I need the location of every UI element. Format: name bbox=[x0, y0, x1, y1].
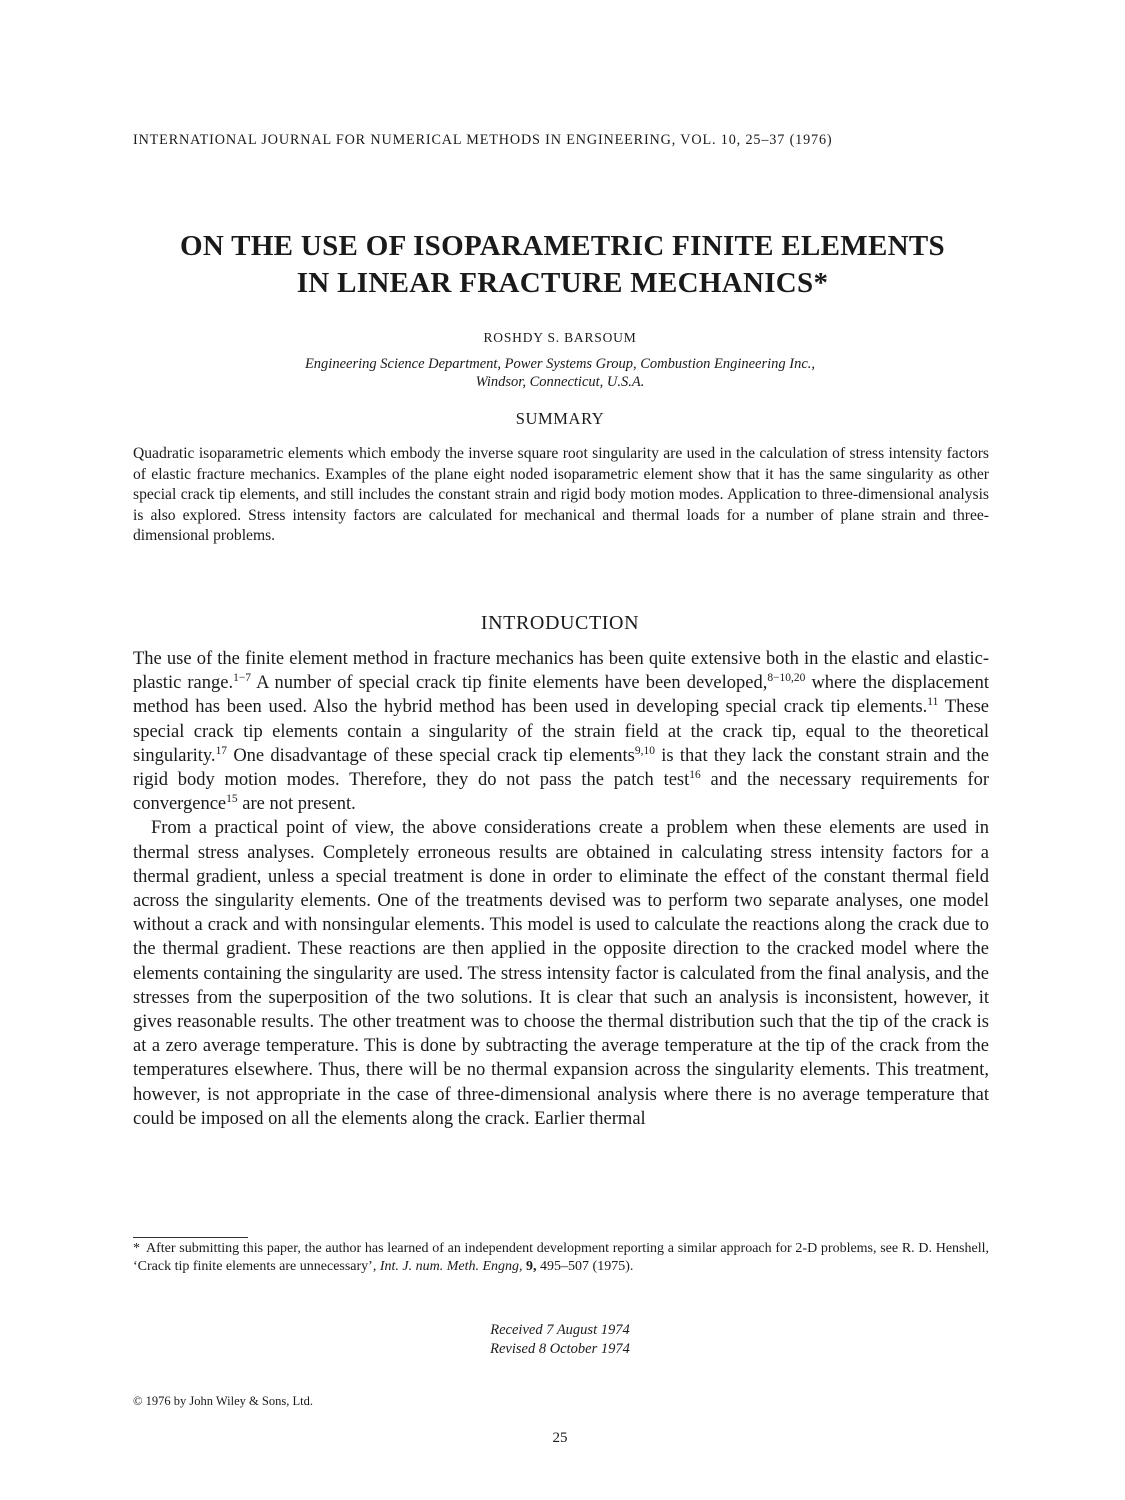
summary-heading: SUMMARY bbox=[515, 409, 605, 428]
reference-citation: 15 bbox=[226, 793, 238, 806]
journal-header: INTERNATIONAL JOURNAL FOR NUMERICAL METHODS IN ENGINEERING, VOL. 10, 25–37 (1976) bbox=[133, 132, 833, 148]
received-date: Received 7 August 1974 bbox=[490, 1322, 630, 1338]
text-span: A number of special crack tip finite elements have been developed, bbox=[251, 673, 768, 694]
reference-citation: 17 bbox=[215, 744, 228, 757]
affiliation-line-1: Engineering Science Department, Power Systems Group, Combustion Engineering Inc., bbox=[304, 356, 816, 372]
author-name: ROSHDY S. BARSOUM bbox=[483, 330, 637, 345]
text-span: One disadvantage of these special crack tip elements bbox=[227, 745, 635, 766]
text-span: where the displacement method has been used. Also the hybrid method has been used in developing special crack tip elements. bbox=[133, 673, 989, 718]
introduction-heading: INTRODUCTION bbox=[480, 612, 640, 634]
reference-citation: 9,10 bbox=[634, 744, 655, 757]
copyright-notice: © 1976 by John Wiley & Sons, Ltd. bbox=[133, 1394, 313, 1408]
author-affiliation bbox=[0, 355, 1120, 391]
text-span: The use of the finite element method in fracture mechanics has been quite extensive both in the elastic and elastic-plastic range. bbox=[133, 649, 989, 694]
footnote-volume: 9, bbox=[522, 1259, 537, 1275]
footnote-journal: Int. J. num. Meth. Engng, bbox=[379, 1259, 523, 1275]
introduction-body bbox=[133, 647, 989, 1131]
text-span: is that they lack the constant strain and the rigid body motion modes. Therefore, they do not pass the patch test bbox=[133, 745, 989, 791]
page-number: 25 bbox=[552, 1430, 568, 1446]
revised-date: Revised 8 October 1974 bbox=[490, 1340, 630, 1357]
paper-title bbox=[100, 228, 1025, 302]
text-span: These special crack tip elements contain a singularity of the strain field at the crack tip, equal to the theoretical singularity. bbox=[133, 697, 989, 766]
footnote bbox=[133, 1240, 989, 1277]
text-span: and the necessary requirements for convergence bbox=[133, 770, 989, 815]
received-dates bbox=[0, 1321, 1120, 1358]
title-line-1: ON THE USE OF ISOPARAMETRIC FINITE ELEMENTS bbox=[180, 230, 945, 262]
title-line-2: IN LINEAR FRACTURE MECHANICS* bbox=[296, 267, 829, 299]
affiliation-line-2: Windsor, Connecticut, U.S.A. bbox=[475, 374, 645, 390]
reference-citation: 16 bbox=[689, 768, 701, 781]
footnote-pages: 495–507 (1975). bbox=[536, 1259, 634, 1275]
text-span: are not present. bbox=[237, 794, 356, 815]
reference-citation: 1−7 bbox=[233, 672, 252, 685]
reference-citation: 11 bbox=[927, 696, 939, 709]
footnote-text: After submitting this paper, the author has learned of an independent development reporting a similar approach for 2-D problems, see R. D. Henshell, ‘Crack tip finite elements are unnecessary’, bbox=[133, 1241, 989, 1275]
introduction-paragraph-2: From a practical point of view, the above considerations create a problem when these elements are used in thermal stress analyses. Completely erroneous results are obtained in calculating stress intensity factors for a thermal gradient, unless a special treatment is done in order to eliminate the effect of the constant thermal field across the singularity elements. One of the treatments devised was to perform two separate analyses, one model without a crack and with nonsingular elements. This model is used to calculate the reactions along the crack due to the thermal gradient. These reactions are then applied in the opposite direction to the cracked model where the elements containing the singularity are used. The stress intensity factor is calculated from the final analysis, and the stresses from the superposition of the two solutions. It is clear that such an analysis is inconsistent, however, it gives reasonable results. The other treatment was to choose the thermal distribution such that the tip of the crack is at a zero average temperature. This is done by subtracting the average temperature at the tip of the crack from the temperatures elsewhere. Thus, there will be no thermal expansion across the singularity elements. This treatment, however, is not appropriate in the case of three-dimensional analysis where there is no average temperature that could be imposed on all the elements along the crack. Earlier thermal bbox=[133, 818, 989, 1129]
footnote-rule bbox=[133, 1237, 248, 1238]
footnote-mark: * bbox=[133, 1241, 140, 1256]
summary-text: Quadratic isoparametric elements which embody the inverse square root singularity are used in the calculation of stress intensity factors of elastic fracture mechanics. Examples of the plane eight noded isoparametric element show that it has the same singularity as other special crack tip elements, and still includes the constant strain and rigid body motion modes. Application to three-dimensional analysis is also explored. Stress intensity factors are calculated for mechanical and thermal loads for a number of plane strain and three-dimensional problems. bbox=[133, 445, 989, 545]
reference-citation: 8−10,20 bbox=[767, 672, 806, 685]
introduction-paragraph-1 bbox=[133, 647, 989, 816]
